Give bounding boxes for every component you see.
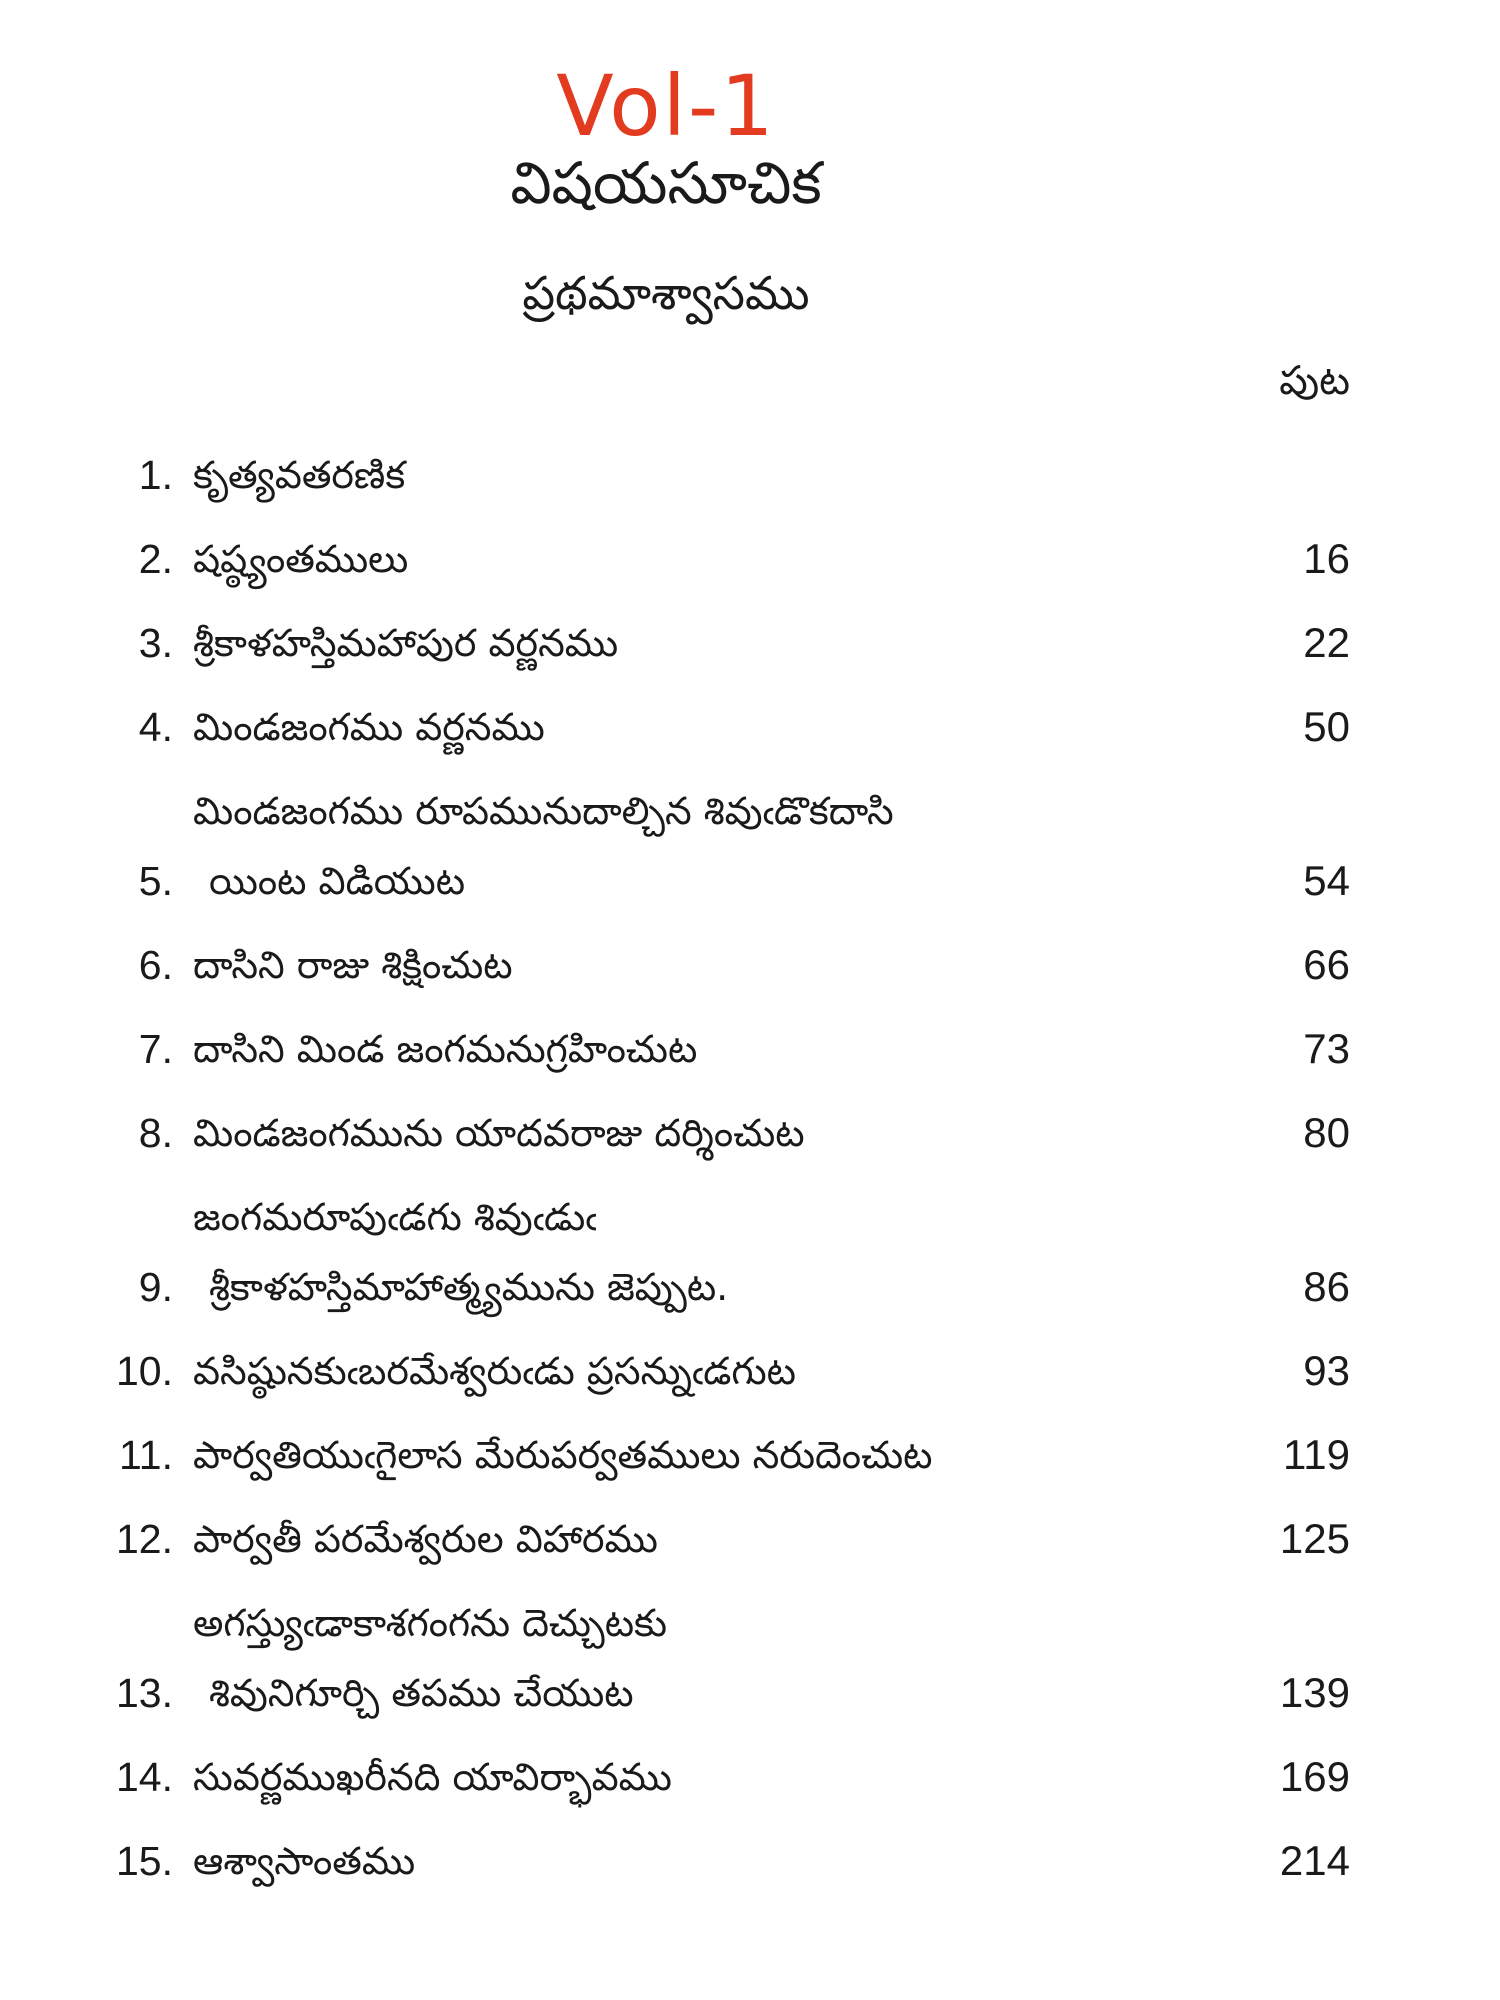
entry-page: 119: [1283, 1431, 1350, 1479]
entry-page: 86: [1303, 1263, 1350, 1311]
entry-title-line2: శ్రీకాళహస్తిమాహాత్మ్యమును జెప్పుట.: [209, 1265, 729, 1310]
toc-entry: [95, 1504, 1350, 1574]
volume-label: Vol-1: [556, 57, 776, 155]
entry-title: పార్వతీ పరమేశ్వరుల విహారము: [193, 1517, 658, 1562]
entry-title: శ్రీకాళహస్తిమహాపుర వర్ణనము: [193, 621, 619, 666]
page-title: విషయసూచిక: [510, 149, 822, 217]
toc-list: [95, 440, 1350, 1896]
entry-number: 1.: [138, 452, 173, 499]
entry-title: సువర్ణముఖరీనది యావిర్భావము: [193, 1755, 672, 1800]
entry-number: 5.: [138, 858, 173, 905]
toc-entry: [95, 692, 1350, 762]
page-column-header: పుట: [1279, 358, 1350, 405]
toc-entry: [95, 1588, 1350, 1728]
entry-number: 13.: [116, 1670, 173, 1717]
toc-entry: [95, 1826, 1350, 1896]
toc-entry: [95, 524, 1350, 594]
entry-title: మిండజంగము రూపమునుదాల్చిన శివుఁడొకదాసి యింట విడియుట: [173, 776, 1230, 916]
entry-title-line2: శివునిగూర్చి తపము చేయుట: [209, 1671, 634, 1716]
entry-page: 125: [1279, 1515, 1350, 1563]
toc-entry: [95, 776, 1350, 916]
entry-title: పార్వతియుఁగైలాస మేరుపర్వతములు నరుదెంచుట: [193, 1433, 933, 1478]
entry-page: 93: [1303, 1347, 1350, 1395]
entry-title: కృత్యవతరణిక: [193, 453, 406, 498]
entry-number: 6.: [138, 942, 173, 989]
entry-number: 15.: [116, 1838, 173, 1885]
entry-title: అగస్త్యుఁడాకాశగంగను దెచ్చుటకు శివునిగూర్చి తపము చేయుట: [173, 1588, 1230, 1728]
entry-title: దాసిని మిండ జంగమనుగ్రహించుట: [193, 1027, 698, 1072]
entry-number: 10.: [116, 1348, 173, 1395]
entry-title: దాసిని రాజు శిక్షించుట: [193, 943, 513, 988]
entry-page: 80: [1303, 1109, 1350, 1157]
entry-page: 169: [1279, 1753, 1350, 1801]
toc-entry: [95, 1098, 1350, 1168]
toc-entry: [95, 440, 1350, 510]
entry-page: 54: [1303, 857, 1350, 905]
toc-entry: [95, 1742, 1350, 1812]
entry-page: 50: [1303, 703, 1350, 751]
entry-page: 214: [1279, 1837, 1350, 1885]
toc-entry: [95, 1336, 1350, 1406]
entry-number: 11.: [119, 1432, 173, 1479]
entry-number: 14.: [116, 1754, 173, 1801]
entry-title: జంగమరూపుఁడగు శివుఁడుఁ శ్రీకాళహస్తిమాహాత్మ్యమును జెప్పుట.: [173, 1182, 1230, 1322]
toc-entry: [95, 608, 1350, 678]
toc-entry: [95, 1420, 1350, 1490]
entry-title: ఆశ్వాసాంతము: [193, 1839, 416, 1884]
entry-number: 4.: [138, 704, 173, 751]
toc-entry: [95, 930, 1350, 1000]
toc-entry: [95, 1182, 1350, 1322]
page-header: [0, 0, 1332, 318]
entry-number: 2.: [138, 536, 173, 583]
entry-number: 9.: [138, 1264, 173, 1311]
entry-title-line2: యింట విడియుట: [209, 859, 466, 904]
entry-page: 22: [1303, 619, 1350, 667]
entry-page: 139: [1279, 1669, 1350, 1717]
entry-page: 16: [1303, 535, 1350, 583]
entry-number: 7.: [138, 1026, 173, 1073]
entry-title: షష్ఠ్యంతములు: [193, 537, 409, 582]
toc-entry: [95, 1014, 1350, 1084]
entry-page: 73: [1303, 1025, 1350, 1073]
entry-page: 66: [1303, 941, 1350, 989]
entry-number: 8.: [138, 1110, 173, 1157]
entry-title: వసిష్ఠునకుఁబరమేశ్వరుఁడు ప్రసన్నుఁడగుట: [193, 1349, 796, 1394]
entry-number: 3.: [138, 620, 173, 667]
entry-number: 12.: [116, 1516, 173, 1563]
entry-title: మిండజంగమును యాదవరాజు దర్శించుట: [193, 1111, 805, 1156]
section-title: ప్రథమాశ్వాసము: [522, 265, 810, 320]
entry-title: మిండజంగము వర్ణనము: [193, 705, 545, 750]
